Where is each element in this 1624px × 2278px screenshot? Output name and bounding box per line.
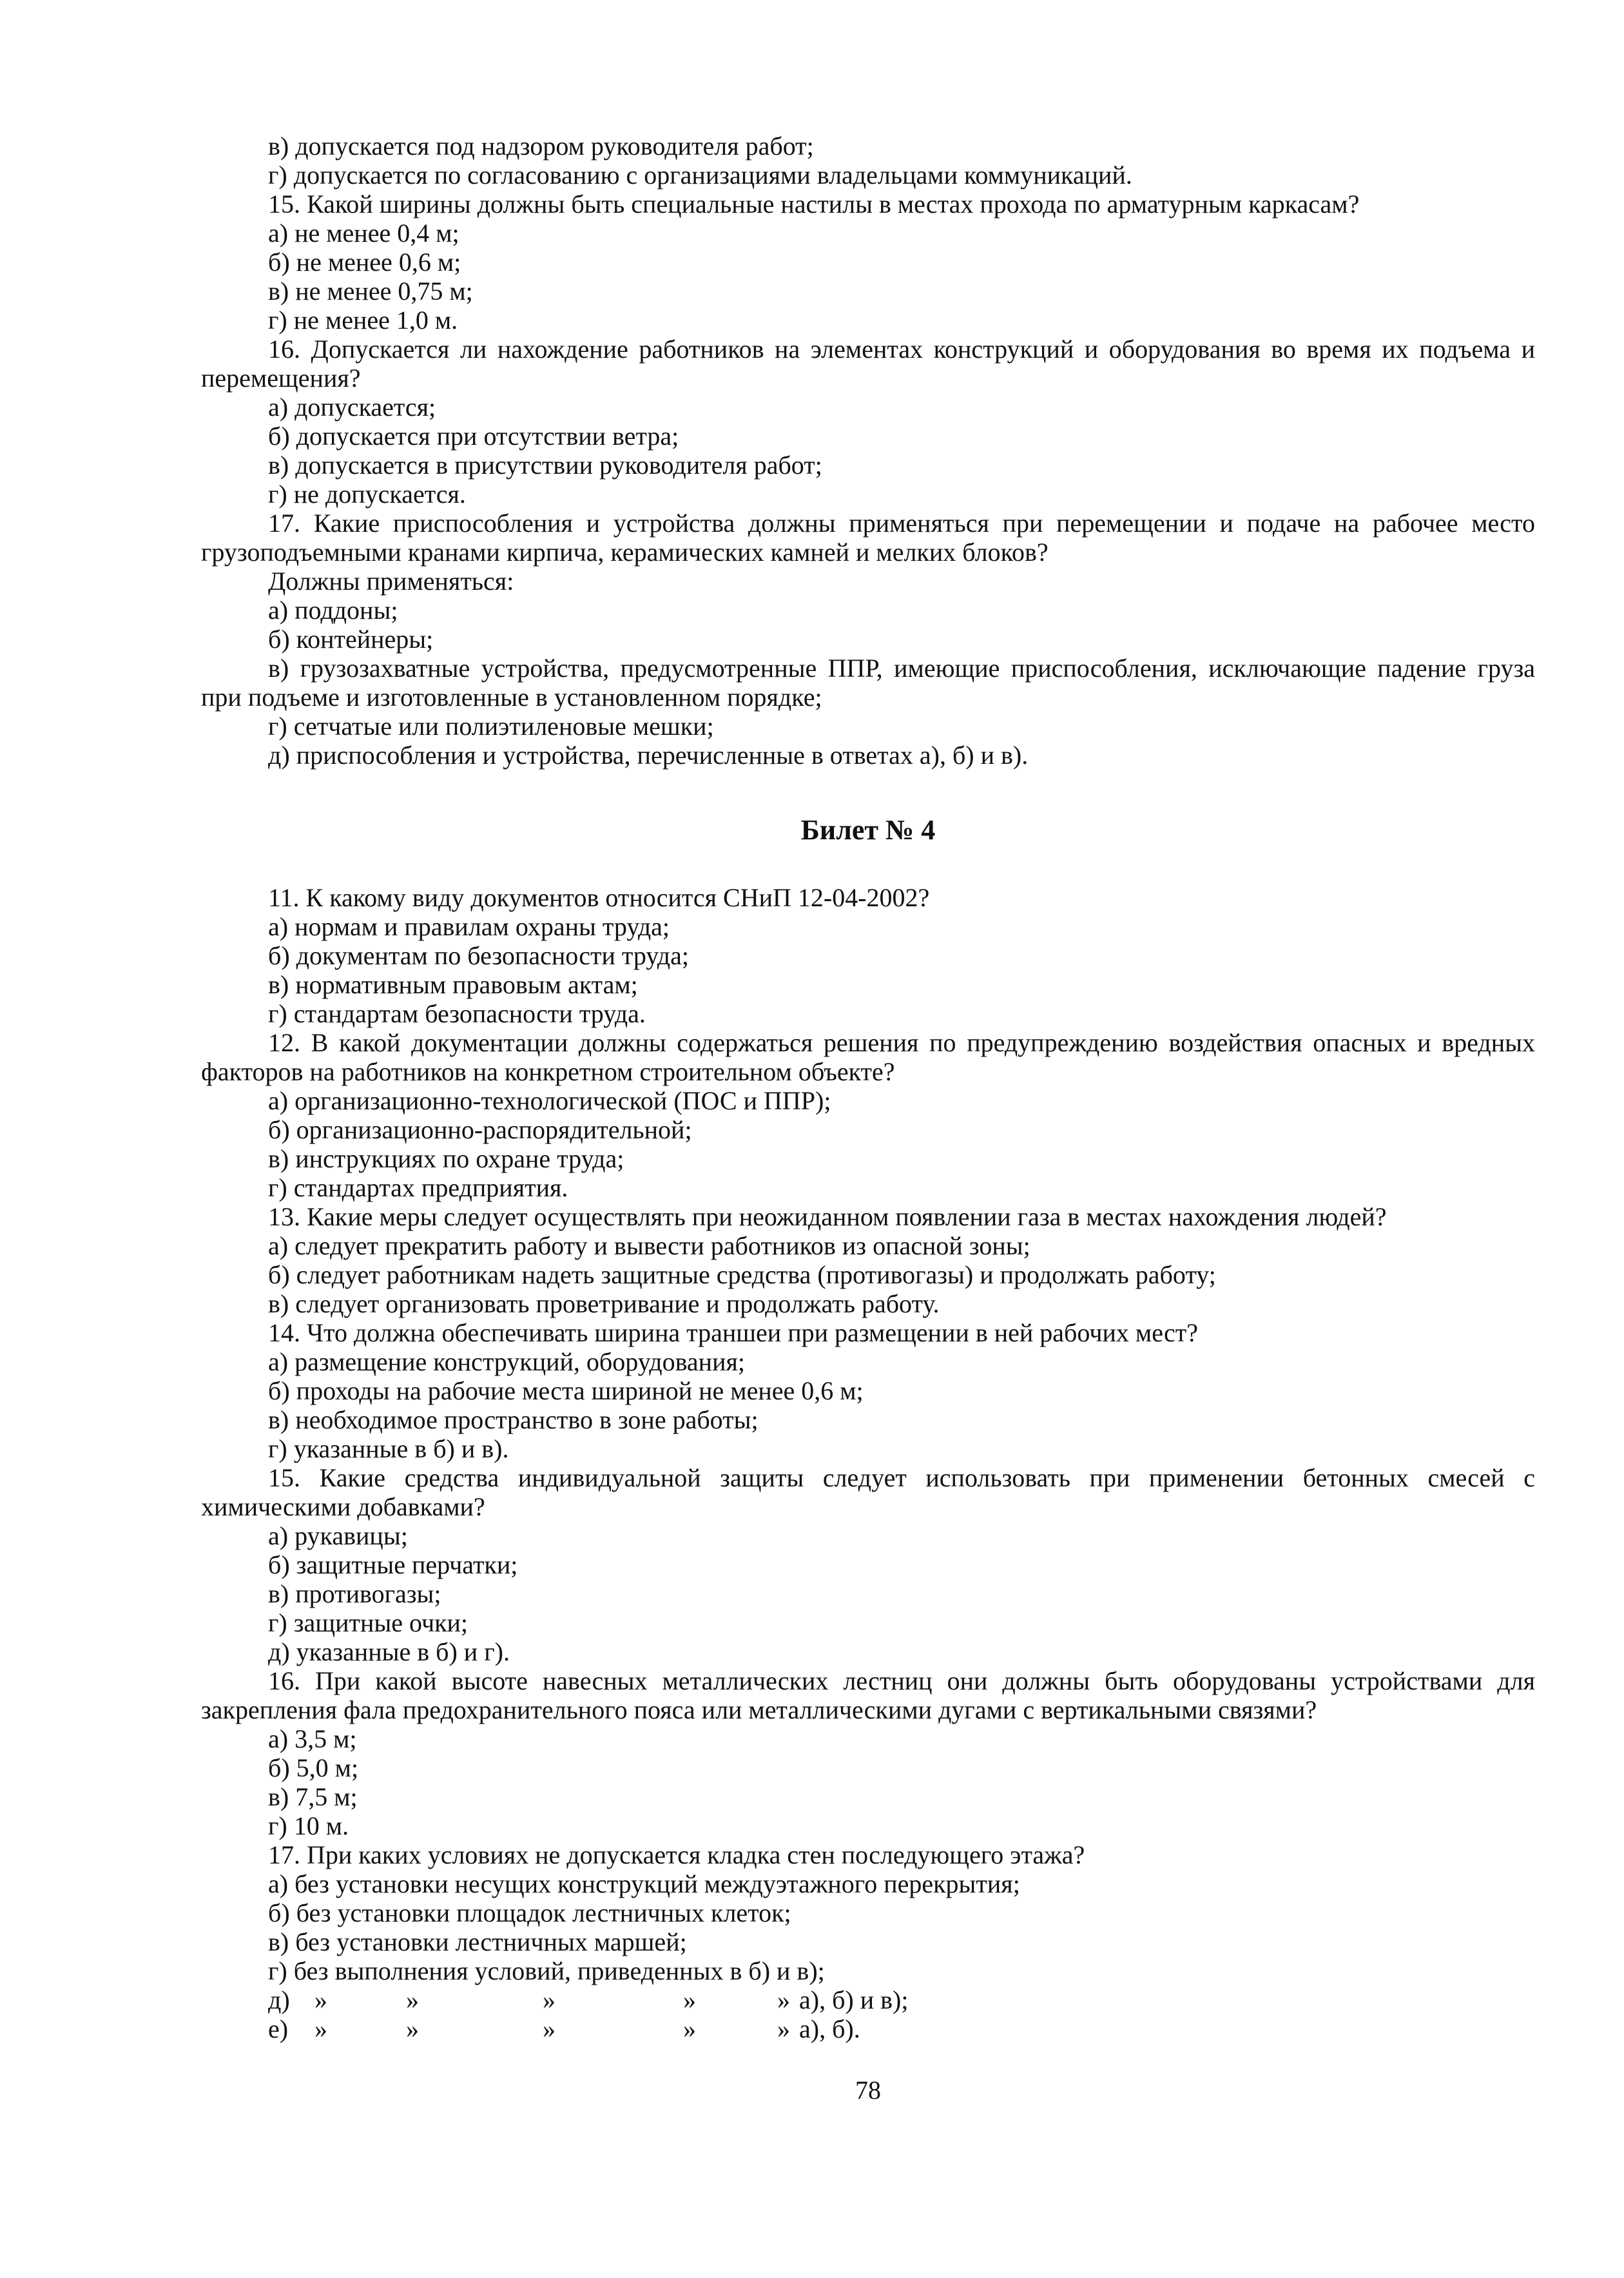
text-line: д) указанные в б) и г). (268, 1637, 510, 1666)
text-line: в) не менее 0,75 м; (268, 277, 473, 306)
text-line: 13. Какие меры следует осуществлять при неожиданном появлении газа в местах нахождения людей? (268, 1202, 1387, 1231)
text-line: 12. В какой документации должны содержаться решения по предупреждению воздействия опасных и вредных факторов на работников на конкретном строительном объекте? (201, 1028, 1535, 1086)
text-line: 16. Допускается ли нахождение работников на элементах конструкций и оборудования во время их подъема и перемещения? (201, 335, 1535, 393)
text-line: 15. Какой ширины должны быть специальные настилы в местах прохода по арматурным каркасам? (268, 190, 1360, 219)
text-line: 17. Какие приспособления и устройства должны применяться при перемещении и подаче на рабочее место грузоподъемными кранами кирпича, керамических камней и мелких блоков? (201, 509, 1535, 567)
ditto-mark: » (683, 1985, 696, 2014)
text-line: 14. Что должна обеспечивать ширина траншеи при размещении в ней рабочих мест? (268, 1318, 1198, 1347)
text-line: а) размещение конструкций, оборудования; (268, 1347, 745, 1376)
text-line: б) документам по безопасности труда; (268, 941, 690, 970)
text-line: г) допускается по согласованию с организациями владельцами коммуникаций. (268, 161, 1132, 190)
text-line: б) следует работникам надеть защитные средства (противогазы) и продолжать работу; (268, 1260, 1216, 1289)
ditto-mark: » (777, 2014, 790, 2043)
text-line: б) 5,0 м; (268, 1753, 359, 1782)
text-line: д) приспособления и устройства, перечисленные в ответах а), б) и в). (268, 741, 1029, 770)
text-line: а) организационно-технологической (ПОС и ППР); (268, 1086, 831, 1115)
text-line: б) проходы на рабочие места шириной не менее 0,6 м; (268, 1376, 864, 1405)
text-line: в) без установки лестничных маршей; (268, 1927, 687, 1956)
text-line: а) поддоны; (268, 596, 398, 625)
text-line: в) необходимое пространство в зоне работы; (268, 1405, 759, 1434)
text-line: г) 10 м. (268, 1811, 349, 1840)
text-line: г) без выполнения условий, приведенных в б) и в); (268, 1956, 825, 1985)
text-line: б) без установки площадок лестничных клеток; (268, 1898, 791, 1927)
text-line: а) допускается; (268, 393, 436, 422)
ditto-row (201, 2014, 1535, 2043)
text-line: г) не менее 1,0 м. (268, 306, 458, 335)
ditto-mark: » (406, 1985, 419, 2014)
text-line: в) следует организовать проветривание и продолжать работу. (268, 1289, 940, 1318)
answer-text: а), б). (799, 2014, 860, 2043)
text-line: а) без установки несущих конструкций междуэтажного перекрытия; (268, 1869, 1020, 1898)
text-line: 11. К какому виду документов относится СНиП 12-04-2002? (268, 883, 930, 912)
text-line: в) 7,5 м; (268, 1782, 358, 1811)
document-page (201, 131, 1535, 2233)
ditto-mark: » (543, 1985, 556, 2014)
text-line: б) не менее 0,6 м; (268, 248, 461, 277)
text-line: б) контейнеры; (268, 625, 434, 654)
page-number: 78 (855, 2076, 881, 2105)
ditto-mark: » (314, 2014, 327, 2043)
text-line: 16. При какой высоте навесных металлических лестниц они должны быть оборудованы устройствами для закрепления фала предохранительного пояса или металлическими дугами с вертикальными связями? (201, 1666, 1535, 1724)
text-line: а) рукавицы; (268, 1521, 408, 1550)
answer-letter: д) (268, 1985, 290, 2014)
text-line: в) допускается под надзором руководителя работ; (268, 131, 814, 161)
text-line: г) защитные очки; (268, 1608, 469, 1637)
text-line: 17. При каких условиях не допускается кладка стен последующего этажа? (268, 1840, 1085, 1869)
text-line: б) допускается при отсутствии ветра; (268, 422, 679, 451)
text-line: в) нормативным правовым актам; (268, 970, 638, 999)
ditto-mark: » (777, 1985, 790, 2014)
question-block-ticket-4 (201, 883, 1535, 1985)
ditto-mark: » (543, 2014, 556, 2043)
text-line: в) допускается в присутствии руководителя работ; (268, 451, 822, 480)
text-line: г) стандартам безопасности труда. (268, 999, 646, 1028)
text-line: 15. Какие средства индивидуальной защиты следует использовать при применении бетонных смесей с химическими добавками? (201, 1463, 1535, 1521)
answer-text: а), б) и в); (799, 1985, 909, 2014)
text-line: а) следует прекратить работу и вывести работников из опасной зоны; (268, 1231, 1030, 1260)
text-line: Должны применяться: (268, 567, 514, 596)
question-block-continued (201, 131, 1535, 770)
text-line: г) сетчатые или полиэтиленовые мешки; (268, 712, 714, 741)
ditto-mark: » (683, 2014, 696, 2043)
text-line: а) 3,5 м; (268, 1724, 357, 1753)
text-line: б) защитные перчатки; (268, 1550, 518, 1579)
text-line: а) нормам и правилам охраны труда; (268, 912, 670, 941)
answer-letter: е) (268, 2014, 289, 2043)
ditto-answer-rows (201, 1985, 1535, 2043)
text-line: г) не допускается. (268, 480, 466, 509)
text-line: в) инструкциях по охране труда; (268, 1144, 624, 1173)
ticket-heading: Билет № 4 (800, 814, 936, 846)
text-line: а) не менее 0,4 м; (268, 219, 459, 248)
text-line: в) грузозахватные устройства, предусмотренные ППР, имеющие приспособления, исключающие падение груза при подъеме и изготовленные в установленном порядке; (201, 654, 1535, 712)
text-line: г) стандартах предприятия. (268, 1173, 568, 1202)
text-line: в) противогазы; (268, 1579, 441, 1608)
text-line: б) организационно-распорядительной; (268, 1115, 692, 1144)
ditto-mark: » (406, 2014, 419, 2043)
text-line: г) указанные в б) и в). (268, 1434, 509, 1463)
ditto-mark: » (314, 1985, 327, 2014)
ditto-row (201, 1985, 1535, 2014)
